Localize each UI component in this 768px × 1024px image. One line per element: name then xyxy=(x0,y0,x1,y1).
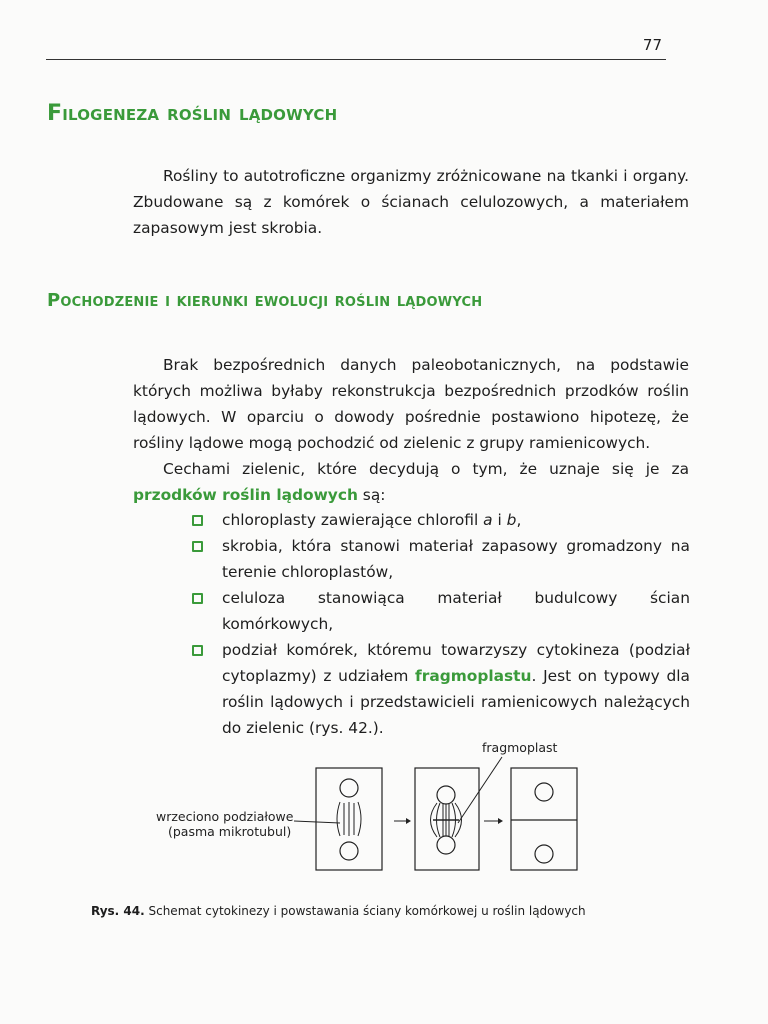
features-intro-text: Cechami zielenic, które decydują o tym, że uznaje się je za xyxy=(163,460,689,478)
chlorophyll-a: a xyxy=(483,511,493,529)
section-title: Pochodzenie i kierunki ewolucji roślin lądowych xyxy=(47,290,483,311)
features-intro-end: są: xyxy=(357,486,386,504)
chlorophyll-b: b xyxy=(506,511,517,529)
label-fragmoplast: fragmoplast xyxy=(482,740,558,755)
feature-text: i xyxy=(492,511,507,529)
intro-text: Rośliny to autotroficzne organizmy zróżnicowane na tkanki i organy. Zbudowane są z komórek o ścianach celulozowych, a materiałem zapasowym jest skrobia. xyxy=(133,167,689,237)
feature-text: skrobia, która stanowi materiał zapasowy gromadzony na terenie chloroplastów, xyxy=(222,537,690,581)
feature-text: podział komórek, któremu towarzyszy cytokineza (podział cytoplazmy) z udziałem xyxy=(222,641,690,685)
hollow-square-bullet-icon xyxy=(192,645,203,656)
header-rule xyxy=(46,59,666,60)
feature-text: celuloza stanowiąca materiał budulcowy ścian komórkowych, xyxy=(222,589,690,633)
list-item xyxy=(190,585,690,637)
feature-text: chloroplasty zawierające chlorofil xyxy=(222,511,484,529)
hollow-square-bullet-icon xyxy=(192,515,203,526)
hollow-square-bullet-icon xyxy=(192,541,203,552)
highlight-phragmoplast: fragmoplastu xyxy=(415,667,532,685)
feature-text: . Jest on typowy dla roślin lądowych i przedstawicieli ramienicowych należących do zielenic (rys. 42.). xyxy=(222,667,690,737)
page-title: Filogeneza roślin lądowych xyxy=(47,101,338,126)
label-microtubules: (pasma mikrotubul) xyxy=(168,824,292,839)
spindle-pointer-line xyxy=(294,821,340,823)
page-number: 77 xyxy=(642,36,662,54)
cell-stage-1 xyxy=(316,768,382,870)
cell-stage-3 xyxy=(511,768,577,870)
arrow-right-icon xyxy=(484,818,503,824)
fragmoplast-pointer-line xyxy=(458,757,502,823)
arrow-right-icon xyxy=(394,818,411,824)
paragraph-features-intro xyxy=(133,456,689,508)
hollow-square-bullet-icon xyxy=(192,593,203,604)
list-item xyxy=(190,533,690,585)
feature-text: , xyxy=(516,511,522,529)
cell-stage-2 xyxy=(415,768,479,870)
highlight-ancestors: przodków roślin lądowych xyxy=(133,486,358,504)
caption-text: Schemat cytokinezy i powstawania ściany komórkowej u roślin lądowych xyxy=(144,904,586,918)
paragraph-origin xyxy=(133,352,689,456)
list-item xyxy=(190,637,690,741)
paragraph-origin-text: Brak bezpośrednich danych paleobotanicznych, na podstawie których możliwa byłaby rekonstrukcja bezpośrednich przodków roślin lądowych. W oparciu o dowody pośrednie postawiono hipotezę, że rośliny lądowe mogą pochodzić od zielenic z grupy ramienicowych. xyxy=(133,356,689,452)
feature-list xyxy=(190,507,690,741)
figure-caption xyxy=(91,904,586,918)
list-item xyxy=(190,507,690,533)
cytokinesis-diagram xyxy=(140,735,600,885)
label-spindle: wrzeciono podziałowe xyxy=(156,809,294,824)
intro-paragraph xyxy=(133,163,689,241)
caption-label: Rys. 44. xyxy=(91,904,145,918)
